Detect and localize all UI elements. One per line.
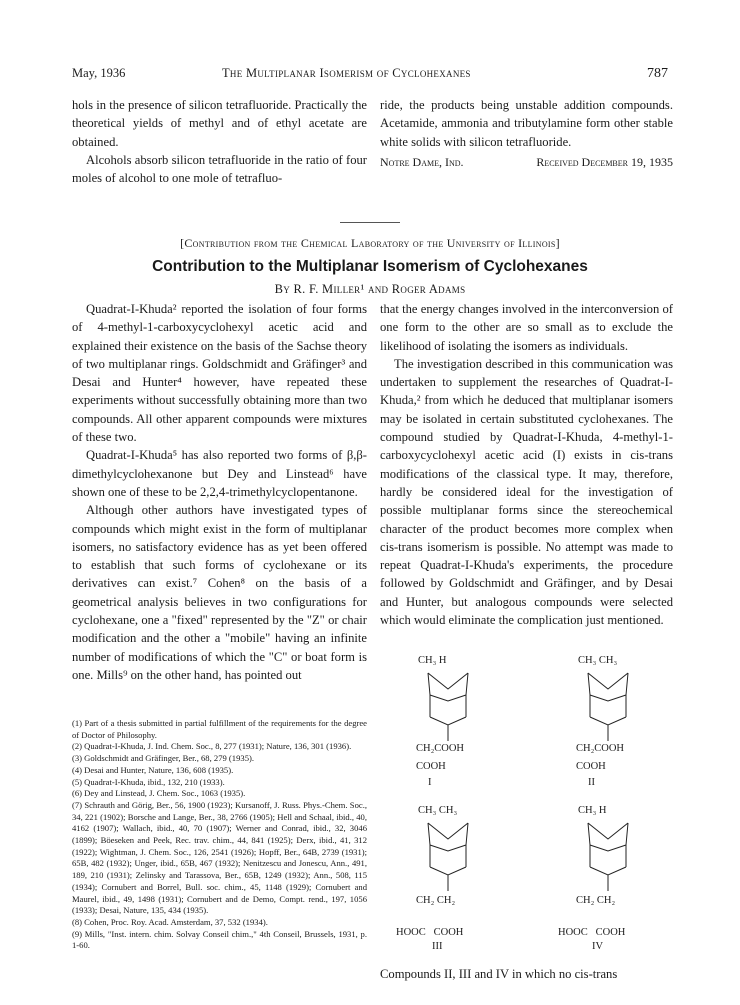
structure-iii	[380, 805, 510, 965]
footnote: (7) Schrauth and Görig, Ber., 56, 1900 (1923); Kursanoff, J. Russ. Phys.-Chem. Soc., 34, 221 (1902); Borsche and Lange, Ber., 38, 2766 (1905); Hell and Schaal, ibid., 40, 4162 (1907); Wallach, ibid., 40, 70 (1907); Werner and Conrad, ibid., 32, 3046 (1899); Böeseken and Peek, Rec. trav. chim., 44, 841 (1925); Derx, ibid., 41, 312 (1922); Wightman, J. Chem. Soc., 126, 2541 (1926); Hopff, Ber., 64B, 2739 (1931); 65B, 482 (1932); Unger, ibid., 65B, 467 (1932); Nenitzescu and Jonescu, Ann., 491, 189, 210 (1931); Zelinsky and Tarassova, Ber., 65B, 1249 (1932); Ann., 508, 115 (1934); Cornubert and Borrel, Bull. soc. chim., 45, 1148 (1929); Cornubert and Maurel, ibid., 49, 1498 (1931); Cornubert and de Demo, Compt. rend., 197, 1056 (1933); Desai, Nature, 135, 434 (1935).	[72, 799, 367, 916]
structure-label: I	[428, 777, 432, 788]
structure-bottom-group: COOH	[416, 761, 446, 772]
footnote: (2) Quadrat-I-Khuda, J. Ind. Chem. Soc., 8, 277 (1931); Nature, 136, 301 (1936).	[72, 741, 352, 752]
cyclohexane-ring-icon	[418, 821, 478, 893]
header-page-number: 787	[647, 66, 668, 81]
structure-top-substituents: CH₃ CH₃	[578, 655, 618, 666]
body-paragraph: Quadrat-I-Khuda² reported the isolation of four forms of 4-methyl-1-carboxycyclohexyl acetic acid and explained their existence on the basis of the Sachse theory of two multiplanar rings. Goldschmidt and Gräfinger³ and Desai and Hunter⁴ however, have repeated these experiments without successfully obtaining more than two compounds. All other apparent compounds were mixtures of these two.	[72, 302, 367, 445]
structure-bottom-substituents: CH₂ CH₂	[416, 895, 456, 906]
article-authors: By R. F. Miller¹ and Roger Adams	[274, 282, 466, 296]
footnote: (8) Cohen, Proc. Roy. Acad. Amsterdam, 37, 532 (1934).	[72, 916, 268, 927]
header-date: May, 1936	[72, 66, 126, 80]
structure-label: II	[588, 777, 595, 788]
prev-paragraph: hols in the presence of silicon tetrafluoride. Practically the theoretical yields of methyl and of ethyl acetate are obtained.	[72, 98, 367, 149]
structure-bottom-group: HOOC COOH	[396, 927, 464, 938]
structure-bottom-substituents: CH₂ CH₂	[576, 895, 616, 906]
structure-figures	[380, 655, 673, 965]
prev-article-col2	[380, 96, 673, 171]
cyclohexane-ring-icon	[418, 671, 478, 743]
body-col1	[72, 300, 367, 684]
footnote: (4) Desai and Hunter, Nature, 136, 608 (1935).	[72, 764, 234, 775]
structure-top-substituents: CH₃ H	[578, 805, 607, 816]
structure-iv	[542, 805, 672, 965]
footnote: (1) Part of a thesis submitted in partial fulfillment of the requirements for the degree of Doctor of Philosophy.	[72, 718, 367, 740]
structure-bottom-substituents: CH₂COOH	[416, 743, 464, 754]
signature-location: Notre Dame, Ind.	[380, 154, 464, 169]
body-paragraph: The investigation described in this communication was undertaken to supplement the researches of Quadrat-I-Khuda,² from which he deduced that multiplanar isomers may be isolated in certain substituted cyclohexanes. The compound studied by Quadrat-I-Khuda, 4-methyl-1-carboxycyclohexyl acetic acid (I) exists in cis-trans modifications of the classical type. It may, therefore, hardly be considered ideal for the investigation of possible multiplanar forms since the stereochemical character of the product becomes more complex when cis-trans isomerism is possible. No attempt was made to repeat Quadrat-I-Khuda's experiments, the procedure followed by Goldschmidt and Gräfinger, and by Desai and Hunter, but analogous compounds were selected which would eliminate the complication just mentioned.	[380, 356, 673, 628]
structure-label: III	[432, 941, 443, 952]
structure-top-substituents: CH₃ H	[418, 655, 447, 666]
body-col2	[380, 300, 673, 629]
structure-ii	[560, 655, 660, 805]
contribution-line: [Contribution from the Chemical Laboratory of the University of Illinois]	[180, 236, 560, 250]
structures-caption: Compounds II, III and IV in which no cis-trans	[380, 967, 618, 981]
running-head	[72, 66, 668, 86]
prev-signature	[380, 153, 673, 171]
section-divider	[340, 222, 400, 223]
cyclohexane-ring-icon	[578, 671, 638, 743]
structure-top-substituents: CH₃ CH₃	[418, 805, 458, 816]
structure-i	[400, 655, 500, 805]
structure-bottom-group: COOH	[576, 761, 606, 772]
footnote: (6) Dey and Linstead, J. Chem. Soc., 1063 (1935).	[72, 788, 246, 799]
body-paragraph: Although other authors have investigated types of compounds which might exist in the form of multiplanar isomers, no satisfactory evidence has as yet been offered to establish that such forms of cyclohexane or its derivatives can exist.⁷ Cohen⁸ on the basis of a geometrical analysis believes in two configurations for cyclohexane, one a "fixed" represented by the "Z" or chair modification and the other a "mobile" having an infinite number of modifications of which the "C" or boat form is one. Mills⁹ on the other hand, has pointed out	[72, 503, 367, 682]
prev-paragraph: ride, the products being unstable addition compounds. Acetamide, ammonia and tributylamine form other stable white solids with silicon tetrafluoride.	[380, 98, 673, 149]
body-paragraph: that the energy changes involved in the interconversion of one form to the other are so small as to exclude the likelihood of isolating the isomers as individuals.	[380, 302, 673, 353]
structure-label: IV	[592, 941, 604, 952]
signature-received: Received December 19, 1935	[536, 154, 673, 169]
footnotes	[72, 718, 367, 952]
structure-bottom-group: HOOC COOH	[558, 927, 626, 938]
cyclohexane-ring-icon	[578, 821, 638, 893]
footnote: (3) Goldschmidt and Gräfinger, Ber., 68, 279 (1935).	[72, 753, 254, 764]
footnote: (5) Quadrat-I-Khuda, ibid., 132, 210 (1933).	[72, 776, 225, 787]
header-running-title: The Multiplanar Isomerism of Cyclohexanes	[222, 66, 471, 80]
prev-paragraph: Alcohols absorb silicon tetrafluoride in the ratio of four moles of alcohol to one mole of tetrafluo-	[72, 152, 367, 186]
article-title: Contribution to the Multiplanar Isomerism of Cyclohexanes	[152, 258, 588, 275]
structure-bottom-substituents: CH₂COOH	[576, 743, 624, 754]
body-paragraph: Quadrat-I-Khuda⁵ has also reported two forms of β,β-dimethylcyclohexanone but Dey and Linstead⁶ have shown one of these to be 2,2,4-trimethylcyclopentanone.	[72, 448, 367, 499]
footnote: (9) Mills, "Inst. intern. chim. Solvay Conseil chim.," 4th Conseil, Brussels, 1931, p. 1-60.	[72, 928, 367, 951]
prev-article-col1	[72, 96, 367, 187]
